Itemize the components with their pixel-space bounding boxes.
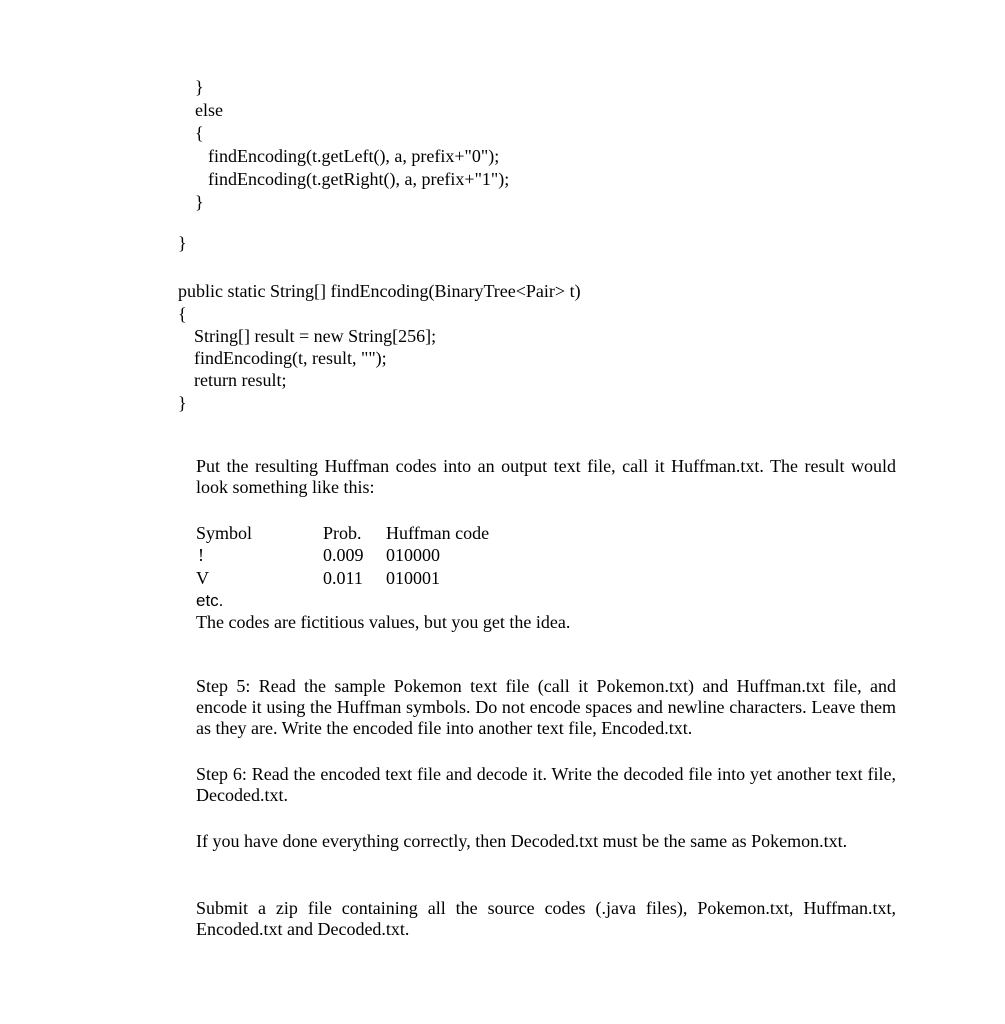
table-header-prob: Prob. [323,523,362,543]
table-header-code: Huffman code [386,523,490,543]
code-line: findEncoding(t, result, ""); [194,348,387,368]
code-line: { [178,304,187,324]
step-6-paragraph: Step 6: Read the encoded text file and decode it. Write the decoded file into yet another text file, Decoded.txt. [196,764,896,805]
code-line: } [178,393,187,413]
table-cell-code: 010000 [386,545,440,565]
table-cell-prob: 0.011 [323,568,363,588]
code-line: return result; [194,370,287,390]
code-line: String[] result = new String[256]; [194,326,437,346]
table-cell-prob: 0.009 [323,545,364,565]
table-etc: etc. [196,591,224,610]
code-line: } [178,233,187,253]
codes-note: The codes are fictitious values, but you get the idea. [196,612,571,632]
table-cell-symbol: V [196,568,209,588]
code-line: else [195,100,223,120]
step-5-paragraph: Step 5: Read the sample Pokemon text file (call it Pokemon.txt) and Huffman.txt file, and encode it using the Huffman symbols. Do not encode spaces and newline characters. Leave them as they are. Write the encoded file into another text file, Encoded.txt. [196,676,896,738]
code-line: findEncoding(t.getRight(), a, prefix+"1"); [208,169,510,189]
submit-paragraph: Submit a zip file containing all the source codes (.java files), Pokemon.txt, Huffman.txt, Encoded.txt and Decoded.txt. [196,898,896,939]
code-line: } [195,77,204,97]
check-paragraph: If you have done everything correctly, then Decoded.txt must be the same as Pokemon.txt. [196,831,848,851]
code-line: findEncoding(t.getLeft(), a, prefix+"0"); [208,146,500,166]
code-line: } [195,192,204,212]
code-line: { [195,123,204,143]
code-line: public static String[] findEncoding(BinaryTree<Pair> t) [178,281,581,301]
table-cell-code: 010001 [386,568,440,588]
intro-paragraph: Put the resulting Huffman codes into an output text file, call it Huffman.txt. The result would look something like this: [196,456,896,497]
table-header-symbol: Symbol [196,523,253,543]
table-cell-symbol: ! [198,545,204,565]
